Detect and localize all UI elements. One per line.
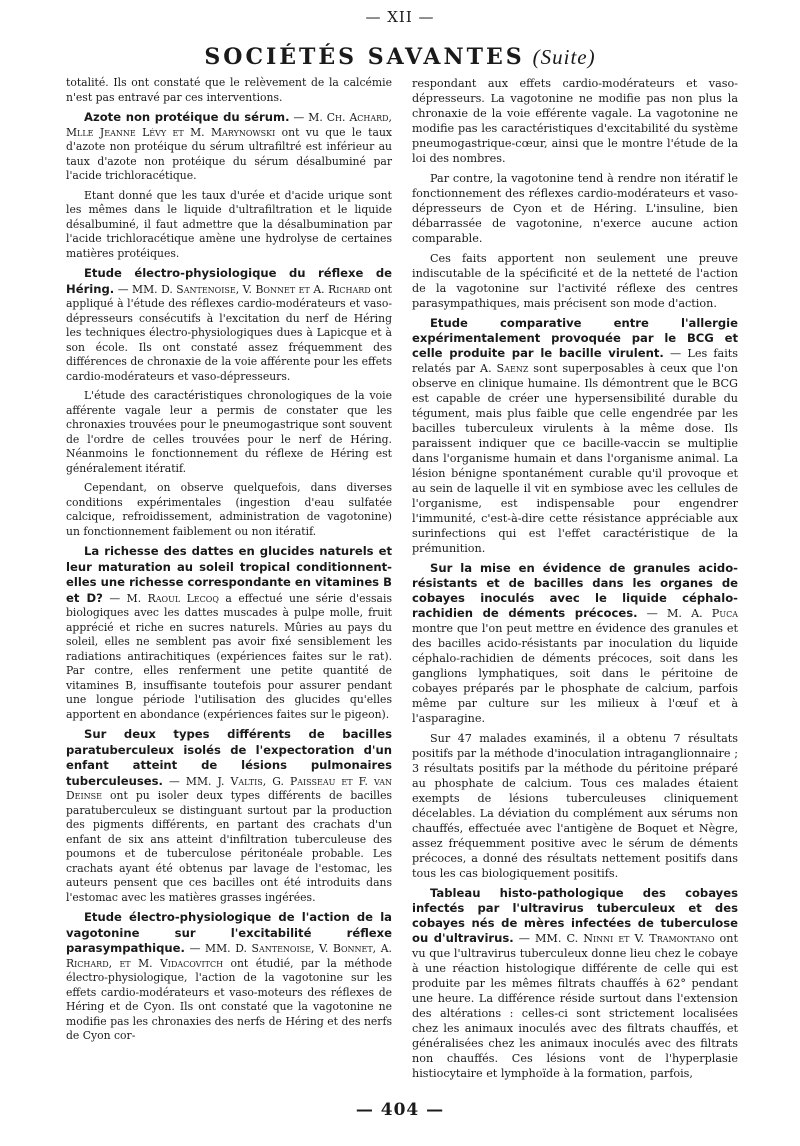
paragraph: Sur 47 malades examinés, il a obtenu 7 résultats positifs par la méthode d'inoculation intraganglionnaire ; 3 résultats positifs par la méthode du péritoine préparé au phosphate de calcium. Tous ces malades étaient exempts de lésions tuberculeuses cliniquement décelables. La déviation du complément aux sérums non chauffés, effectuée avec l'antigène de Boquet et Nègre, assez fréquemment positive avec le sérum de déments précoces, a donné des résultats nettement positifs dans tous les cas biologiquement positifs. [412, 732, 738, 880]
article-heading: La richesse des dattes en glucides naturels et leur maturation au soleil tropical conditionnent-elles une richesse correspondante en vitamines B et D? [66, 544, 392, 605]
paragraph: Ces faits apportent non seulement une preuve indiscutable de la spécificité et de la netteté de l'action de la vagotonine sur l'activité réflexe des centres parasympathiques, mais précisent son mode d'action. [412, 252, 738, 310]
article-text: ont vu que l'ultravirus tuberculeux donne lieu chez le cobaye à une réaction histologique différente de celle qui est produite par les mêmes filtrats chauffés à 62° pendant une heure. La différence réside surtout dans l'extension des altérations : celles-ci sont strictement localisées chez les animaux inoculés avec des filtrats chauffés, et généralisées chez les animaux inoculés avec des filtrats non chauffés. Ces lésions vont de l'hyperplasie histiocytaire et lymphoïde à la formation, parfois, [412, 932, 738, 1080]
article-azote [66, 110, 392, 184]
article-heading: Azote non protéique du sérum. [84, 110, 290, 124]
article-dattes [66, 544, 392, 722]
page-number-footer: — 404 — [355, 1100, 445, 1120]
article-text: ont appliqué à l'étude des réflexes cardio-modérateurs et vaso-dépresseurs consécutifs à l'excitation du nerf de Héring les techniques électro-physiologiques dues à Lapicque et à son école. Ils ont constaté assez fréquemment des différences de chronaxie de la voie afférente pour les effets cardio-modérateurs et vaso-dépresseurs. [66, 282, 392, 383]
page-number-roman: — XII — [365, 8, 435, 26]
article-heading: Sur la mise en évidence de granules acido-résistants et de bacilles dans les organes de cobayes inoculés avec le liquide céphalo-rachidien de déments précoces. [412, 561, 738, 620]
paragraph: Etant donné que les taux d'urée et d'acide urique sont les mêmes dans le liquide d'ultrafiltration et le liquide désalbuminé, il faut admettre que la désalbumination par l'acide trichloracétique amène une hydrolyse de certaines matières protéiques. [66, 188, 392, 260]
separator: — MM. [162, 774, 218, 788]
left-column [66, 76, 392, 1049]
article-bcg [412, 316, 738, 556]
separator: — MM. [184, 942, 236, 955]
article-heading: Etude électro-physiologique du réflexe de Héring. [66, 266, 392, 296]
separator: — MM. [513, 932, 567, 945]
article-text: sont superposables à ceux que l'on observe en clinique humaine. Ils démontrent que le BCG est capable de créer une hypersensibilité durable du tégument, mais plus faible que celle engendrée par les bacilles tuberculeux virulents à la même dose. Ils paraissent indiquer que ce bacille-vaccin se multiplie dans l'organisme humain et dans l'organisme animal. La lésion bénigne spontanément curable qu'il provoque et au sein de laquelle il vit en symbiose avec les cellules de l'organisme, est indispensable pour engendrer l'immunité, c'est-à-dire cette résistance appréciable aux surinfections qui est l'effet caractéristique de la prémunition. [412, 362, 738, 555]
separator: — MM. [114, 282, 162, 296]
article-text: a effectué une série d'essais biologiques avec les dattes muscades à pulpe molle, fruit apprécié et riche en sucres naturels. Mûries au pays du soleil, elles ne semblent pas avoir fixé sensiblement les radiations antirachitiques (expériences faites sur le rat). Par contre, elles renferment une petite quantité de vitamines B, insuffisante toutefois pour assurer pendant une longue période l'utilisation des glucides qu'elles apportent en abondance (expériences faites sur le pigeon). [66, 591, 392, 721]
article-authors: D. Santenoise, V. Bonnet, A. Richard, et M. Vidacovitch [66, 942, 392, 970]
article-authors: A. Puca [691, 607, 738, 620]
article-ultravirus [412, 886, 738, 1081]
article-text: ont étudié, par la méthode électro-physiologique, l'action de la vagotonine sur les effets cardio-modérateurs et vaso-moteurs des réflexes de Héring et de Cyon. Ils ont constaté que la vagotonine ne modifie pas les chronaxies des nerfs de Héring et des nerfs de Cyon cor- [66, 956, 392, 1042]
paragraph: Par contre, la vagotonine tend à rendre non itératif le fonctionnement des réflexes cardio-modérateurs et vaso-dépresseurs de Cyon et de Héring. L'insuline, bien débarrassée de vagotonine, n'exerce aucune action comparable. [412, 172, 738, 245]
article-granules [412, 561, 738, 726]
title-suffix: (Suite) [532, 45, 596, 69]
article-text: ont pu isoler deux types différents de bacilles paratuberculeux se distinguant surtout par la production des pigments différents, en partant des crachats d'un enfant de six ans atteint d'infiltration tuberculeuse des poumons et de tuberculose péritonéale probable. Les crachats ayant été obtenus par lavage de l'estomac, les auteurs pensent que ces bacilles ont été introduits dans l'estomac avec les matières grasses ingérées. [66, 789, 392, 904]
article-hering [66, 266, 392, 384]
article-heading: Etude électro-physiologique de l'action de la vagotonine sur l'excitabilité réflexe parasympathique. [66, 910, 392, 955]
title-main: SOCIÉTÉS SAVANTES [204, 44, 525, 70]
article-authors: D. Santenoise, V. Bonnet et A. Richard [161, 282, 371, 296]
article-authors: J. Valtis, G. Paisseau et F. van Deinse [66, 774, 393, 802]
article-authors: Raoul Lecoq [147, 591, 219, 605]
separator: — M. [637, 607, 692, 620]
paragraph: respondant aux effets cardio-modérateurs et vaso-dépresseurs. La vagotonine ne modifie pas non plus la chronaxie de la voie efférente vagale. La vagotonine ne modifie pas les caractéristiques d'excitabilité du système pneumogastrique-cœur, ainsi que le montre l'étude de la loi des nombres. [412, 77, 738, 165]
page-title [0, 44, 800, 70]
article-heading: Sur deux types différents de bacilles paratuberculeux isolés de l'expectoration d'un enfant atteint de lésions pulmonaires tuberculeuses. [66, 727, 392, 788]
paragraph: L'étude des caractéristiques chronologiques de la voie afférente vagale leur a permis de constater que les chronaxies trouvées pour le pneumogastrique sont souvent de l'ordre de celles trouvées pour le nerf de Héring. Néanmoins le fonctionnement du réflexe de Héring est généralement itératif. [66, 389, 392, 475]
article-authors: C. Ninni et V. Tramontano [566, 932, 715, 945]
paragraph: Cependant, on observe quelquefois, dans diverses conditions expérimentales (ingestion d'eau sulfatée calcique, refroidissement, administration de vagotonine) un fonctionnement faiblement ou non itératif. [66, 481, 392, 538]
separator: — Les faits relatés par [412, 347, 739, 375]
article-authors: Ch. Achard, Mlle Jeanne Lévy et M. Marynowski [66, 111, 392, 139]
article-vagotonine [66, 910, 392, 1044]
article-heading: Etude comparative entre l'allergie expérimentalement provoquée par le BCG et celle produite par le bacille virulent. [412, 316, 738, 360]
separator: — M. [289, 111, 327, 124]
paragraph: totalité. Ils ont constaté que le relèvement de la calcémie n'est pas entravé par ces interventions. [66, 76, 392, 104]
article-text: ont vu que le taux d'azote non protéique du sérum ultrafiltré est inférieur au taux d'azote non protéique du sérum désalbuminé par l'acide trichloracétique. [66, 125, 392, 182]
article-text: montre que l'on peut mettre en évidence des granules et des bacilles acido-résistants par inoculation du liquide céphalo-rachidien de déments précoces, soit dans les ganglions lymphatiques, soit dans le péritoine de cobayes préparés par le phosphate de calcium, parfois même par culture sur les milieux à l'œuf et à l'asparagine. [412, 622, 738, 725]
right-column [412, 76, 738, 1086]
article-paratuberculeux [66, 727, 392, 905]
separator: — M. [102, 591, 148, 605]
article-heading: Tableau histo-pathologique des cobayes infectés par l'ultravirus tuberculeux et des cobayes nés de mères infectées de tuberculose ou d'ultravirus. [412, 886, 738, 945]
article-authors: A. Saenz [480, 362, 529, 375]
